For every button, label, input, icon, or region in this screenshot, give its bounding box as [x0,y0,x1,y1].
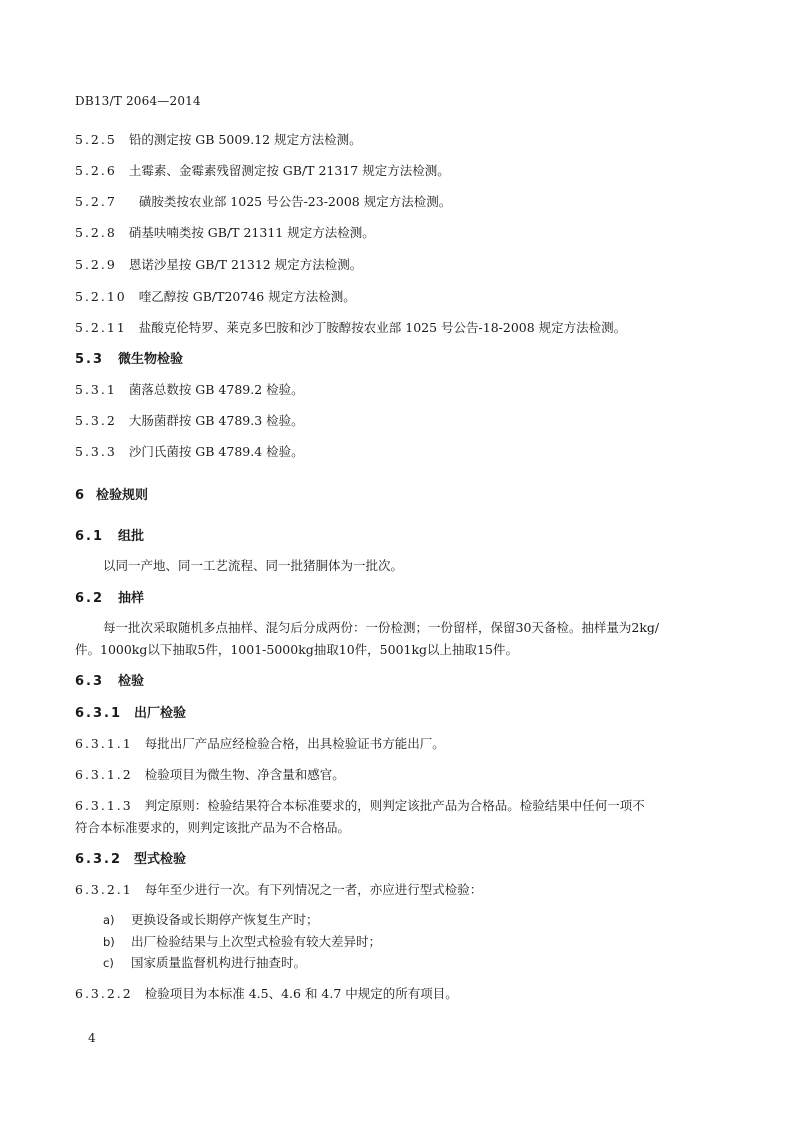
clause-text: 检验项目为本标准 4.5、4.6 和 4.7 中规定的所有项目。 [144,986,458,1001]
list-marker: b) [103,935,115,949]
clause-6-3-1-3-line1 [75,796,645,814]
clause-text: 每批出厂产品应经检验合格，出具检验证书方能出厂。 [144,736,445,751]
clause-number: 5.3.2 [75,413,117,428]
clause-6-3-2-2 [75,984,458,1002]
clause-number: 6.3.2.2 [75,986,133,1001]
section-title: 抽样 [118,591,145,606]
clause-text: 硝基呋喃类按 GB/T 21311 规定方法检测。 [128,225,375,240]
section-6-1-heading [75,525,144,544]
clause-6-3-2-1 [75,880,482,898]
clause-text: 菌落总数按 GB 4789.2 检验。 [128,382,304,397]
clause-text: 沙门氏菌按 GB 4789.4 检验。 [128,444,304,459]
section-title: 微生物检验 [118,352,184,367]
clause-text: 每年至少进行一次。有下列情况之一者，亦应进行型式检验： [144,882,483,897]
section-6-3-1-heading [75,702,186,721]
clause-number: 5.2.11 [75,320,127,335]
section-title: 组批 [118,529,145,544]
clause-number: 5.2.10 [75,289,127,304]
section-6-3-heading [75,670,144,689]
section-number: 5.3 [75,352,105,367]
clause-number: 5.2.5 [75,132,117,147]
section-6-3-2-heading [75,848,186,867]
list-item [103,932,381,950]
section-5-3-heading [75,348,183,367]
section-number: 6.1 [75,529,105,544]
section-title: 检验规则 [96,488,149,503]
clause-5-2-5 [75,130,362,148]
section-6-heading [75,484,148,503]
clause-number: 6.3.2.1 [75,882,133,897]
list-text: 更换设备或长期停产恢复生产时； [131,912,319,927]
section-title: 型式检验 [134,852,187,867]
clause-text: 大肠菌群按 GB 4789.3 检验。 [128,413,304,428]
section-title: 检验 [118,674,145,689]
clause-number: 5.2.6 [75,163,117,178]
clause-text: 检验项目为微生物、净含量和感官。 [144,767,345,782]
clause-6-3-1-3-line2: 符合本标准要求的，则判定该批产品为不合格品。 [75,820,351,835]
section-title: 出厂检验 [134,706,187,721]
section-6-1-body: 以同一产地、同一工艺流程、同一批猪胴体为一批次。 [103,558,404,573]
list-marker: c) [103,956,114,970]
clause-5-2-11 [75,318,626,336]
clause-number: 6.3.1.3 [75,798,133,813]
clause-text: 喹乙醇按 GB/T20746 规定方法检测。 [138,289,356,304]
clause-5-2-7 [75,192,451,210]
clause-5-2-9 [75,255,362,273]
list-item [103,910,319,928]
section-number: 6.3.2 [75,852,123,867]
clause-number: 6.3.1.2 [75,767,133,782]
section-number: 6.2 [75,591,105,606]
section-number: 6 [75,488,85,503]
clause-6-3-1-1 [75,734,445,752]
section-6-2-body-line2: 件。1000kg以下抽取5件，1001-5000kg抽取10件，5001kg以上抽取15件。 [75,642,518,657]
page-number: 4 [88,1031,96,1045]
clause-5-3-3 [75,442,304,460]
clause-6-3-1-2 [75,765,345,783]
section-number: 6.3.1 [75,706,123,721]
clause-number: 5.2.7 [75,194,117,209]
clause-5-2-6 [75,161,450,179]
clause-text: 土霉素、金霉素残留测定按 GB/T 21317 规定方法检测。 [128,163,450,178]
clause-number: 6.3.1.1 [75,736,133,751]
section-6-2-heading [75,587,144,606]
clause-5-2-10 [75,287,356,305]
list-text: 国家质量监督机构进行抽查时。 [131,955,307,970]
clause-text: 恩诺沙星按 GB/T 21312 规定方法检测。 [128,257,363,272]
clause-number: 5.3.1 [75,382,117,397]
list-item [103,953,306,971]
list-marker: a) [103,913,115,927]
section-6-2-body-line1: 每一批次采取随机多点抽样、混匀后分成两份：一份检测；一份留样，保留30天备检。抽样量为2kg/ [103,620,660,635]
clause-text: 盐酸克伦特罗、莱克多巴胺和沙丁胺醇按农业部 1025 号公告-18-2008 规定方法检测。 [138,320,627,335]
clause-number: 5.2.9 [75,257,117,272]
clause-text: 磺胺类按农业部 1025 号公告-23-2008 规定方法检测。 [138,194,452,209]
document-code-header: DB13/T 2064—2014 [75,94,201,108]
clause-5-3-2 [75,411,304,429]
clause-5-2-8 [75,223,375,241]
clause-number: 5.3.3 [75,444,117,459]
section-number: 6.3 [75,674,105,689]
clause-text: 铅的测定按 GB 5009.12 规定方法检测。 [128,132,362,147]
clause-text: 判定原则：检验结果符合本标准要求的，则判定该批产品为合格品。检验结果中任何一项不 [144,798,645,813]
clause-number: 5.2.8 [75,225,117,240]
clause-5-3-1 [75,380,304,398]
list-text: 出厂检验结果与上次型式检验有较大差异时； [131,934,382,949]
